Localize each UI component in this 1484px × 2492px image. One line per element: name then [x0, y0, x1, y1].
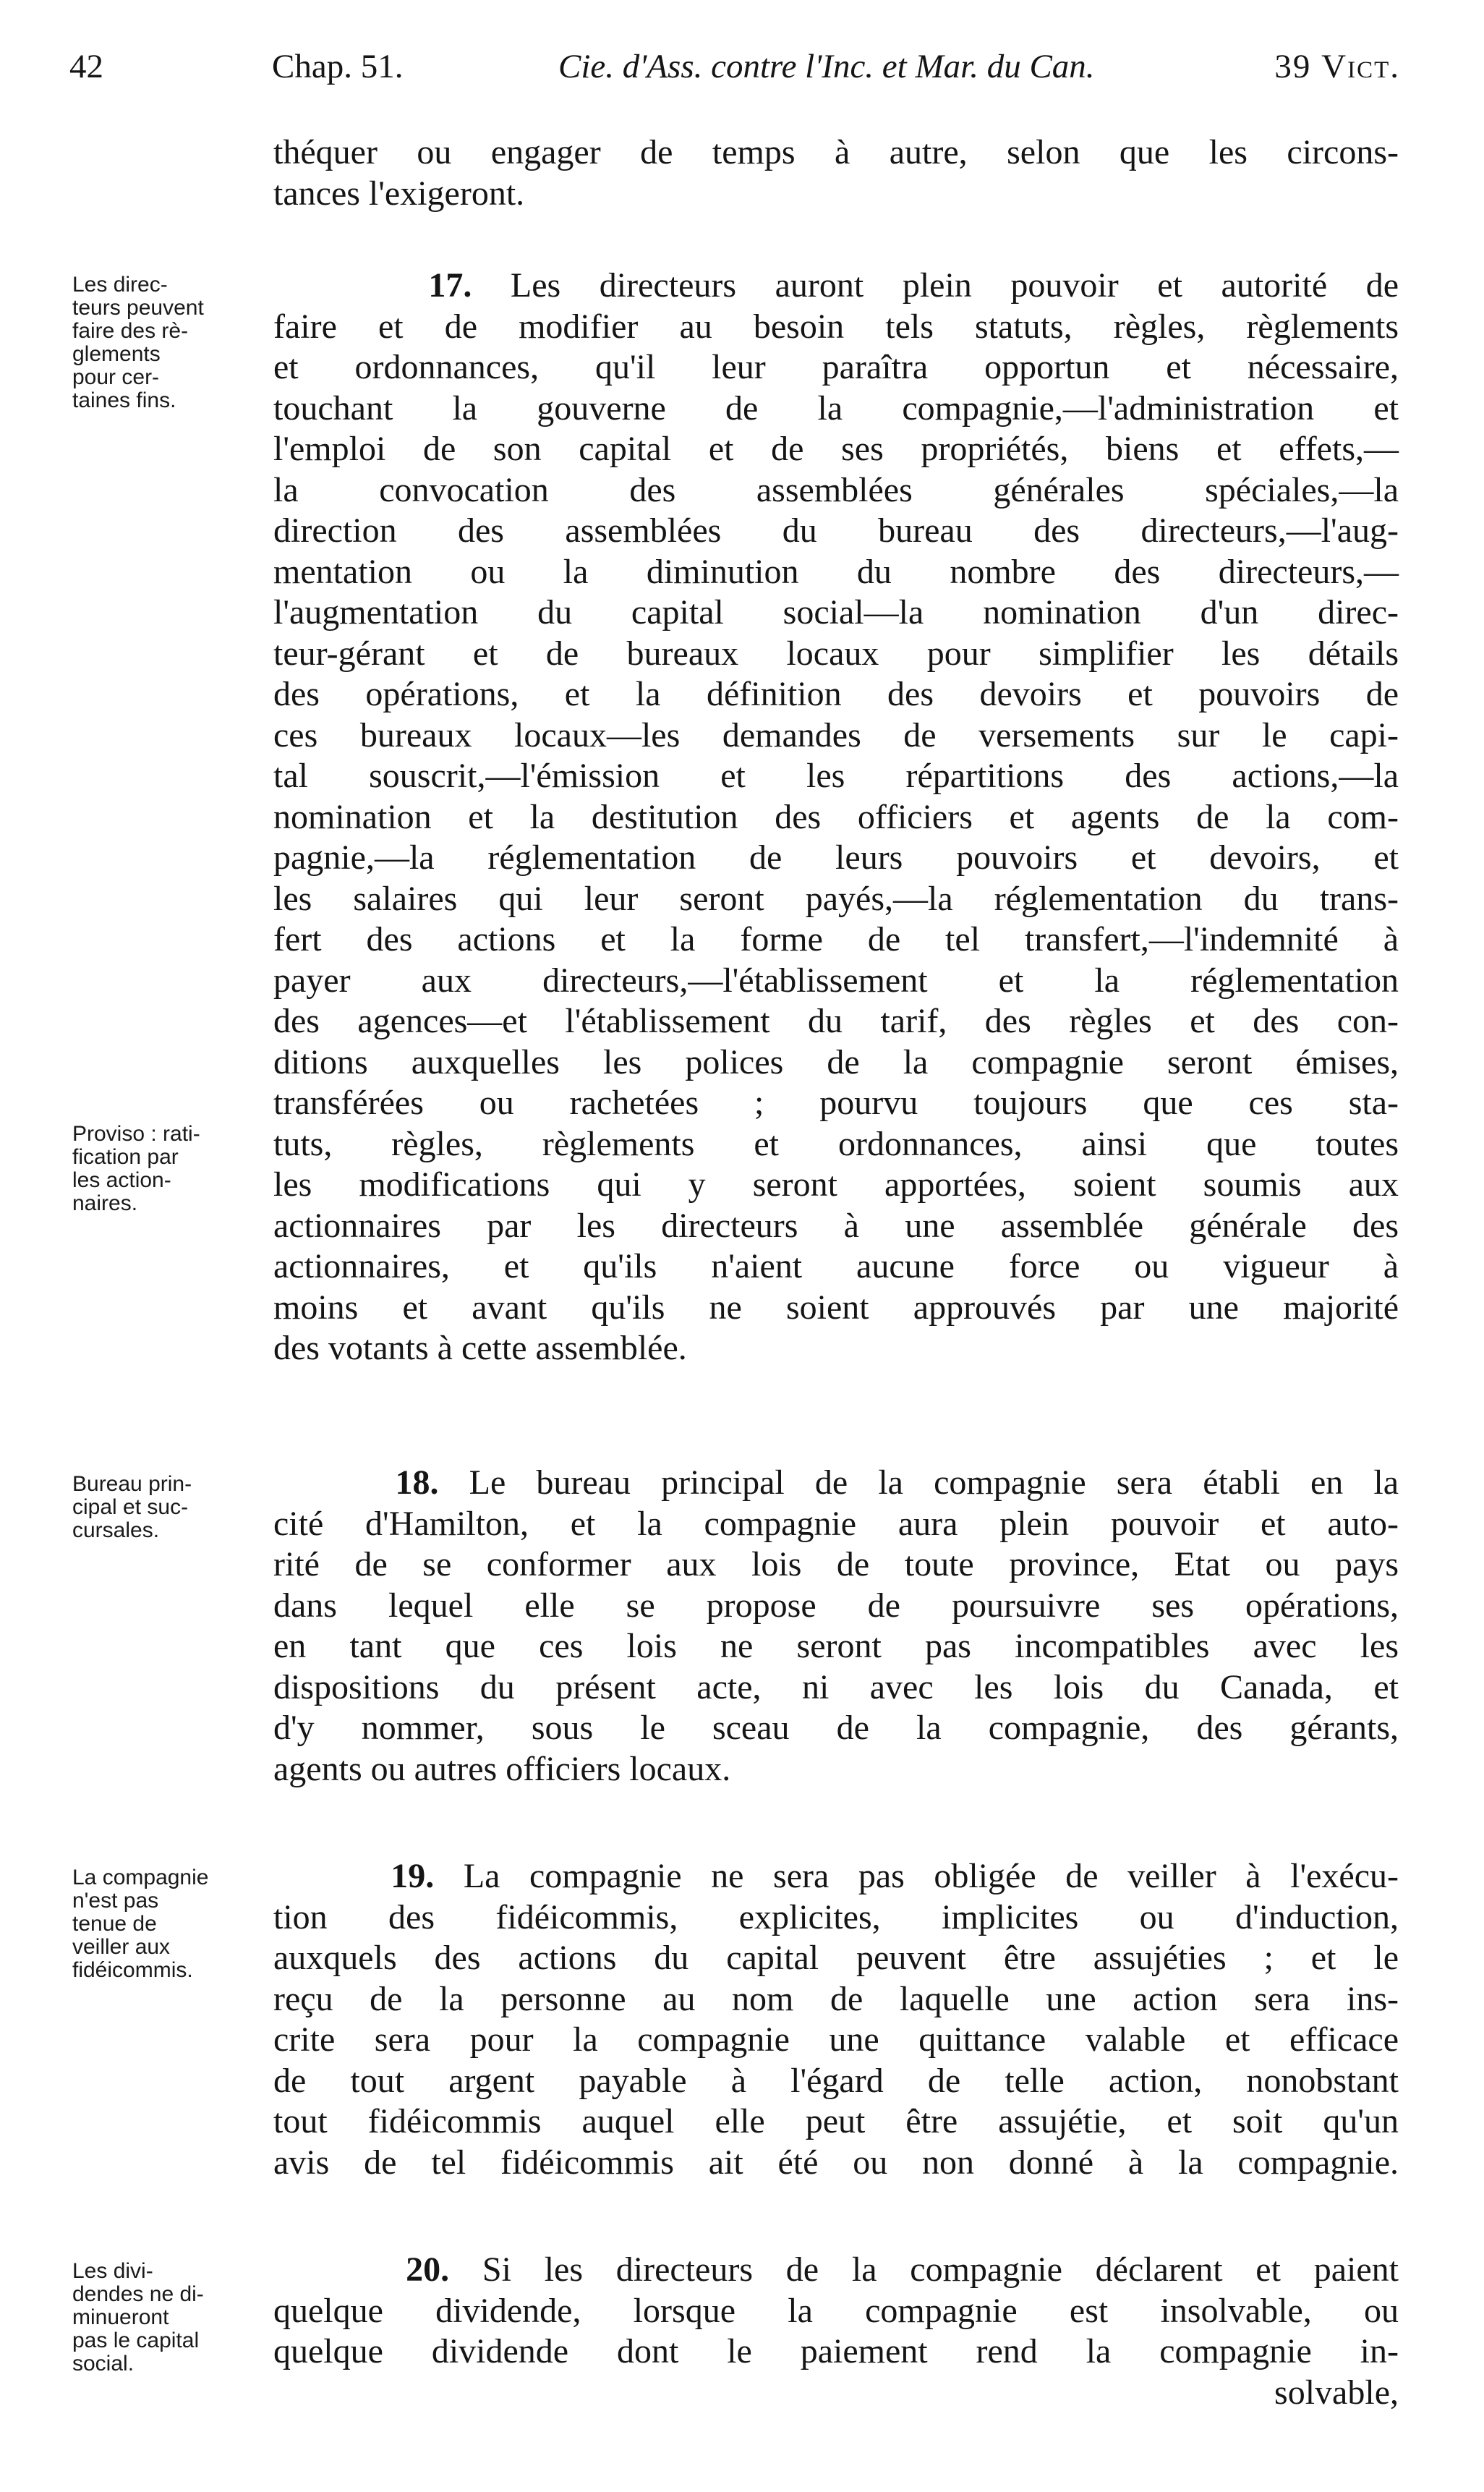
first-line-text: Si les directeurs de la compagnie déclarent et paient — [482, 2250, 1399, 2289]
note-line: les action- — [72, 1168, 171, 1192]
text-line: solvable, — [1274, 2373, 1399, 2412]
note-line: Proviso : rati- — [72, 1122, 200, 1146]
note-line: Les direc- — [72, 273, 168, 297]
text-line: de tout argent payable à l'égard de telle action, nonobstant — [273, 2061, 1399, 2100]
running-header — [69, 45, 1415, 88]
text-line: dispositions du présent acte, ni avec les lois du Canada, et — [273, 1667, 1399, 1706]
text-line: fert des actions et la forme de tel transfert,—l'indemnité à — [273, 920, 1399, 958]
text-line: crite sera pour la compagnie une quittance valable et efficace — [273, 2020, 1399, 2059]
chapter-label: Chap. 51. — [272, 48, 404, 85]
note-line: n'est pas — [72, 1889, 159, 1913]
section-number: 18. — [395, 1463, 439, 1502]
text-line: mentation ou la diminution du nombre des directeurs,— — [273, 552, 1399, 591]
section-17 — [273, 265, 1399, 1369]
section-number: 19. — [391, 1857, 435, 1895]
text-line: des agences—et l'établissement du tarif, des règles et des con- — [273, 1002, 1399, 1040]
text-line: des opérations, et la définition des devoirs et pouvoirs de — [273, 675, 1399, 713]
note-line: cipal et suc- — [72, 1495, 189, 1519]
text-line: quelque dividende dont le paiement rend la compagnie in- — [273, 2332, 1399, 2370]
text-line: théquer ou engager de temps à autre, selon que les circons- — [273, 133, 1399, 171]
text-line: teur-gérant et de bureaux locaux pour simplifier les détails — [273, 634, 1399, 673]
note-line: fidéicommis. — [72, 1958, 193, 1982]
section-first-line — [273, 1463, 1399, 1504]
text-line: pagnie,—la réglementation de leurs pouvoirs et devoirs, et — [273, 838, 1399, 877]
text-line: quelque dividende, lorsque la compagnie est insolvable, ou — [273, 2291, 1399, 2330]
page-number: 42 — [69, 48, 103, 85]
text-line: avis de tel fidéicommis ait été ou non donné à la compagnie. — [273, 2143, 1399, 2182]
text-line: dans lequel elle se propose de poursuivre ses opérations, — [273, 1586, 1399, 1625]
note-line: pour cer- — [72, 365, 160, 389]
text-line: cité d'Hamilton, et la compagnie aura plein pouvoir et auto- — [273, 1504, 1399, 1543]
section-number: 17. — [428, 266, 472, 305]
text-line: tout fidéicommis auquel elle peut être assujétie, et soit qu'un — [273, 2102, 1399, 2140]
section-first-line — [273, 2250, 1399, 2291]
margin-note-directors-bylaws — [72, 273, 269, 412]
text-line: direction des assemblées du bureau des directeurs,—l'aug- — [273, 511, 1399, 550]
text-line: l'augmentation du capital social—la nomination d'un direc- — [273, 593, 1399, 631]
note-line: La compagnie — [72, 1866, 209, 1889]
text-line: actionnaires par les directeurs à une assemblée générale des — [273, 1206, 1399, 1245]
text-line: agents ou autres officiers locaux. — [273, 1749, 731, 1788]
text-line: la convocation des assemblées générales spéciales,—la — [273, 470, 1399, 509]
running-title: Cie. d'Ass. contre l'Inc. et Mar. du Can. — [558, 48, 1095, 85]
note-line: glements — [72, 342, 161, 366]
note-line: faire des rè- — [72, 319, 189, 343]
first-line-text: La compagnie ne sera pas obligée de veiller à l'exécu- — [463, 1857, 1399, 1895]
section-number: 20. — [406, 2250, 450, 2289]
note-line: pas le capital — [72, 2329, 200, 2352]
margin-note-trusts — [72, 1866, 269, 1982]
text-line: payer aux directeurs,—l'établissement et la réglementation — [273, 961, 1399, 1000]
section-20 — [273, 2250, 1399, 2413]
text-line: ditions auxquelles les polices de la compagnie seront émises, — [273, 1042, 1399, 1081]
text-line: touchant la gouverne de la compagnie,—l'administration et — [273, 388, 1399, 428]
note-line: dendes ne di- — [72, 2282, 204, 2306]
text-line: les modifications qui y seront apportées, soient soumis aux — [273, 1165, 1399, 1204]
note-line: minueront — [72, 2305, 169, 2329]
note-line: tenue de — [72, 1912, 157, 1936]
note-line: teurs peuvent — [72, 296, 204, 320]
text-line: tion des fidéicommis, explicites, implicites ou d'induction, — [273, 1897, 1399, 1936]
text-line: rité de se conformer aux lois de toute province, Etat ou pays — [273, 1545, 1399, 1583]
note-line: cursales. — [72, 1518, 160, 1542]
note-line: fication par — [72, 1145, 179, 1169]
section-first-line — [273, 1856, 1399, 1897]
first-line-text: Les directeurs auront plein pouvoir et autorité de — [510, 266, 1399, 305]
text-line: les salaires qui leur seront payés,—la réglementation du trans- — [273, 879, 1399, 918]
section-first-line — [273, 265, 1399, 307]
text-line: actionnaires, et qu'ils n'aient aucune force ou vigueur à — [273, 1247, 1399, 1285]
text-line: nomination et la destitution des officiers et agents de la com- — [273, 797, 1399, 836]
margin-note-dividends — [72, 2260, 269, 2376]
note-line: naires. — [72, 1191, 138, 1215]
text-line: tal souscrit,—l'émission et les répartitions des actions,—la — [273, 757, 1399, 795]
text-line: tances l'exigeront. — [273, 174, 525, 213]
section-18 — [273, 1463, 1399, 1790]
first-line-text: Le bureau principal de la compagnie sera établi en la — [469, 1463, 1399, 1502]
note-line: taines fins. — [72, 388, 176, 412]
text-line: d'y nommer, sous le sceau de la compagnie, des gérants, — [273, 1709, 1399, 1747]
note-line: veiller aux — [72, 1935, 171, 1959]
intro-paragraph — [273, 132, 1399, 214]
margin-note-head-office — [72, 1473, 269, 1542]
text-line: tuts, règles, règlements et ordonnances, ainsi que toutes — [273, 1124, 1399, 1163]
text-line: des votants à cette assemblée. — [273, 1329, 687, 1367]
text-line: et ordonnances, qu'il leur paraîtra opportun et nécessaire, — [273, 348, 1399, 386]
note-line: Bureau prin- — [72, 1472, 192, 1496]
text-line: ces bureaux locaux—les demandes de versements sur le capi- — [273, 715, 1399, 754]
text-line: auxquels des actions du capital peuvent être assujéties ; et le — [273, 1939, 1399, 1977]
text-line: transférées ou rachetées ; pourvu toujours que ces sta- — [273, 1084, 1399, 1122]
margin-note-proviso — [72, 1123, 269, 1215]
text-line: moins et avant qu'ils ne soient approuvés par une majorité — [273, 1288, 1399, 1327]
reign-word: Vict. — [1321, 48, 1400, 85]
section-19 — [273, 1856, 1399, 2183]
text-line: faire et de modifier au besoin tels statuts, règles, règlements — [273, 307, 1399, 346]
reign-label — [1274, 45, 1400, 88]
text-line: en tant que ces lois ne seront pas incompatibles avec les — [273, 1627, 1399, 1665]
reign-number: 39 — [1274, 48, 1312, 85]
text-line: l'emploi de son capital et de ses propriétés, biens et effets,— — [273, 430, 1399, 468]
text-line: reçu de la personne au nom de laquelle une action sera ins- — [273, 1979, 1399, 2018]
note-line: Les divi- — [72, 2259, 153, 2283]
note-line: social. — [72, 2352, 135, 2376]
